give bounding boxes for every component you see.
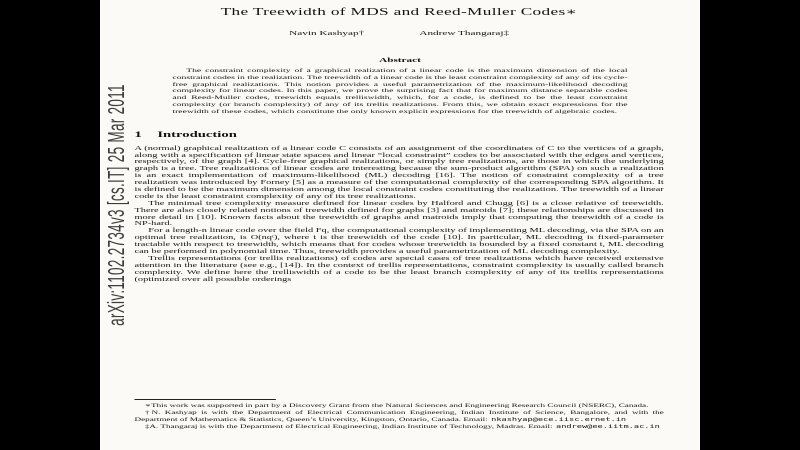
author-name-2: Andrew Thangaraj‡ (419, 30, 510, 37)
page-canvas (100, 0, 700, 450)
footnote-kashyap-text: †N. Kashyap is with the Department of Electrical Communication Engineering, Indian Institute of Science, Bangalore, and with the Department of Mathematics & Statistics, Queen’s University, Kingston, Ontario, Canada. Email: (134, 410, 664, 423)
paper-content (100, 0, 700, 450)
author-list (134, 30, 663, 37)
author-name-1: Navin Kashyap† (289, 30, 365, 37)
paragraph-3: For a length-n linear code over the field Fq, the computational complexity of implementing ML decoding, via the SPA on an optimal tree realization, is O(nqᵗ), where t is the treewidth of the code [10]. In particular, ML decoding is fixed-parameter tractable with respect to treewidth, which means that for codes whose treewidth is bounded by a fixed constant t, ML decoding can be performed in polynomial time. Thus, treewidth provides a useful parametrization of ML decoding complexity. (134, 228, 664, 256)
paper-page (100, 0, 700, 450)
section-title: Introduction (157, 128, 237, 139)
abstract-text: The constraint complexity of a graphical realization of a linear code is the maximum dimension of the local constraint codes in the realization. The treewidth of a linear code is the least constraint complexity of any of its cycle-free graphical realizations. This notion provides a useful parametrization of the maximum-likelihood decoding complexity for linear codes. In this paper, we prove the surprising fact that for maximum distance separable codes and Reed-Muller codes, treewidth equals trelliswidth, which, for a code, is defined to be the least constraint complexity (or branch complexity) of any of its trellis realizations. From this, we obtain exact expressions for the treewidth of these codes, which constitute the only known explicit expressions for the treewidth of algebraic codes. (172, 68, 628, 115)
footnote-thangaraj (134, 424, 663, 431)
footnote-kashyap-email: nkashyap@ece.iisc.ernet.in (491, 416, 627, 423)
section-number: 1 (134, 128, 142, 139)
abstract-section (172, 57, 627, 116)
footnotes-block (134, 399, 663, 432)
arxiv-watermark: arXiv:1102.2734v3 [cs.IT] 25 Mar 2011 (103, 84, 130, 326)
paragraph-2: The minimal tree complexity measure defined for linear codes by Halford and Chugg [6] is a close relative of treewidth. There are also closely related notions of treewidth defined for graphs [3] and matroids [7]; these relationships are discussed in more detail in [10]. Known facts about the treewidth of graphs and matroids imply that computing the treewidth of a code is NP-hard. (134, 200, 664, 228)
paragraph-4: Trellis representations (or trellis realizations) of codes are special cases of tree realizations which have received extensive attention in the literature (see e.g., [14]). In the context of trellis representations, constraint complexity is usually called branch complexity. We define here the trelliswidth of a code to be the least branch complexity of any of its trellis representations (optimized over all possible orderings (134, 255, 664, 283)
footnote-kashyap (134, 410, 663, 423)
paper-title: The Treewidth of MDS and Reed-Muller Codes∗ (220, 7, 578, 18)
section-heading (134, 129, 663, 139)
paragraph-1: A (normal) graphical realization of a linear code C consists of an assignment of the coordinates of C to the vertices of a graph, along with a specification of linear state spaces and linear “local constraint” codes to be associated with the edges and vertices, respectively, of the graph [4]. Cycle-free graphical realizations, or simply tree realizations, are those in which the underlying graph is a tree. Tree realizations of linear codes are interesting because the sum-product algorithm (SPA) on such a realization is an exact implementation of maximum-likelihood (ML) decoding [16]. The notion of constraint complexity of a tree realization was introduced by Forney [5] as a measure of the computational complexity of the corresponding SPA algorithm. It is defined to be the maximum dimension among the local constraint codes constituting the realization. The treewidth of a linear code is the least constraint complexity of any of its tree realizations. (134, 145, 664, 200)
abstract-heading: Abstract (379, 57, 421, 64)
footnote-support (134, 403, 663, 410)
footnote-thangaraj-text: ‡A. Thangaraj is with the Department of Electrical Engineering, Indian Institute of Technology, Madras. Email: (144, 424, 553, 431)
footnote-thangaraj-email: andrew@ee.iitm.ac.in (556, 424, 660, 431)
footnote-support-text: ∗This work was supported in part by a Discovery Grant from the Natural Sciences and Engineering Research Council (NSERC), Canada. (144, 402, 649, 409)
footnote-rule (134, 399, 275, 400)
